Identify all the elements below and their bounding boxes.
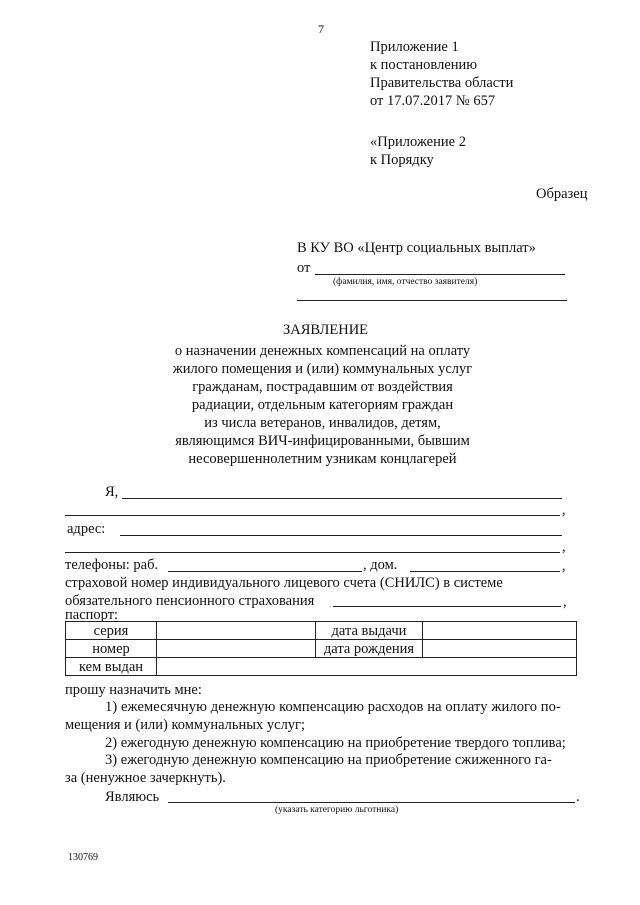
- work-phone-field[interactable]: [168, 571, 362, 572]
- comma: ,: [562, 502, 566, 518]
- birth-date-field[interactable]: [423, 640, 577, 658]
- snils-line-1: страховой номер индивидуального лицевого счета (СНИЛС) в системе: [65, 575, 503, 591]
- from-label: от: [297, 260, 311, 276]
- passport-number-label: номер: [66, 640, 157, 658]
- table-row: [66, 640, 577, 658]
- appendix-2-line2: к Порядку: [370, 152, 434, 168]
- applicant-name-field[interactable]: [315, 274, 565, 275]
- subject-line: являющимся ВИЧ-инфицированными, бывшим: [175, 433, 470, 449]
- document-subject: [160, 342, 485, 468]
- option-2: 2) ежегодную денежную компенсацию на приобретение твердого топлива;: [105, 735, 566, 751]
- option-3-line-2: за (ненужное зачеркнуть).: [65, 770, 226, 786]
- passport-table: [65, 621, 577, 676]
- table-row: [66, 622, 577, 640]
- home-phone-field[interactable]: [410, 571, 560, 572]
- appendix-2-title: «Приложение 2: [370, 134, 466, 150]
- issued-by-label: кем выдан: [66, 658, 157, 676]
- issued-by-field[interactable]: [157, 658, 577, 676]
- subject-line: радиации, отдельным категориям граждан: [191, 397, 454, 413]
- comma: ,: [563, 594, 567, 610]
- passport-issue-date-field[interactable]: [423, 622, 577, 640]
- option-3-line-1: 3) ежегодную денежную компенсацию на приобретение сжиженного га-: [105, 752, 552, 768]
- addressee-to: В КУ ВО «Центр социальных выплат»: [297, 240, 536, 256]
- sample-label: Образец: [536, 186, 588, 202]
- option-1-line-1: 1) ежемесячную денежную компенсацию расходов на оплату жилого по-: [105, 699, 561, 715]
- appendix-1-line3: Правительства области: [370, 75, 514, 91]
- snils-field[interactable]: [333, 606, 561, 607]
- appendix-1-line4: от 17.07.2017 № 657: [370, 93, 496, 109]
- address-field[interactable]: [120, 535, 562, 536]
- applicant-fullname-field-2[interactable]: [65, 515, 560, 516]
- subject-line: из числа ветеранов, инвалидов, детям,: [204, 415, 441, 431]
- applicant-name-hint: (фамилия, имя, отчество заявителя): [333, 277, 478, 287]
- appendix-1-line2: к постановлению: [370, 57, 478, 73]
- passport-series-field[interactable]: [157, 622, 316, 640]
- category-label: Являюсь: [105, 789, 160, 805]
- category-hint: (указать категорию льготника): [275, 805, 399, 815]
- category-field[interactable]: [168, 802, 575, 803]
- applicant-name-field-2[interactable]: [297, 300, 567, 301]
- subject-line: несовершеннолетним узникам концлагерей: [188, 451, 457, 467]
- snils-line-2: обязательного пенсионного страхования: [65, 593, 315, 609]
- appendix-1-title: Приложение 1: [370, 39, 459, 55]
- passport-number-field[interactable]: [157, 640, 316, 658]
- subject-line: гражданам, пострадавшим от воздействия: [192, 379, 453, 395]
- passport-issue-date-label: дата выдачи: [316, 622, 423, 640]
- request-text: прошу назначить мне:: [65, 682, 202, 698]
- appendix-2-block: [370, 133, 466, 169]
- birth-date-label: дата рождения: [316, 640, 423, 658]
- passport-label: паспорт:: [65, 607, 119, 623]
- period: .: [576, 789, 580, 805]
- footer-code: 130769: [68, 852, 98, 863]
- table-row: [66, 658, 577, 676]
- passport-series-label: серия: [66, 622, 157, 640]
- option-1-line-2: мещения и (или) коммунальных услуг;: [65, 717, 306, 733]
- document-title: ЗАЯВЛЕНИЕ: [283, 322, 369, 338]
- appendix-1-block: [370, 38, 513, 110]
- subject-line: о назначении денежных компенсаций на оплату: [174, 343, 471, 359]
- page-number: 7: [318, 22, 324, 36]
- subject-line: жилого помещения и (или) коммунальных услуг: [172, 361, 473, 377]
- applicant-fullname-field[interactable]: [122, 498, 562, 499]
- home-phone-label: , дом.: [363, 557, 398, 573]
- address-field-2[interactable]: [65, 552, 560, 553]
- comma: ,: [562, 539, 566, 555]
- comma: ,: [562, 558, 566, 574]
- phones-label: телефоны: раб.: [65, 557, 159, 573]
- i-label: Я,: [105, 484, 119, 500]
- address-label: адрес:: [67, 521, 106, 537]
